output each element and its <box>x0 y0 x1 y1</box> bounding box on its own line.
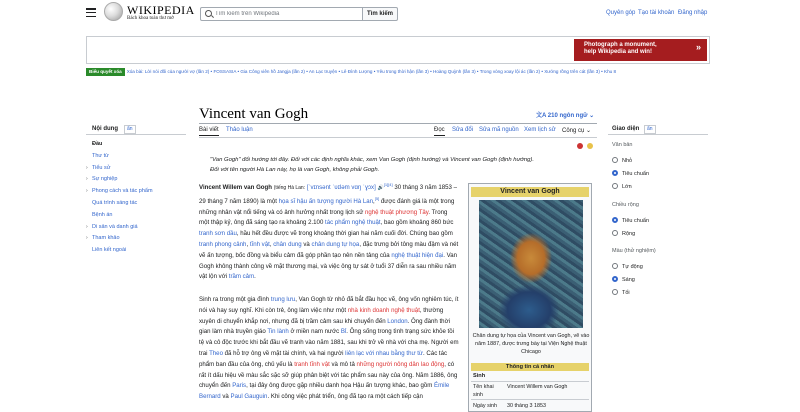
infobox-divider <box>471 399 589 400</box>
body-paragraph: Sinh ra trong một gia đình trung lưu, Van Gogh từ nhỏ đã bắt đầu học vẽ, ông vốn nghiêm túc, ít nói và hay suy nghĩ. Khi còn trẻ, ông làm việc như một nhà kinh doanh nghệ thuật, thường xuyên di chuyển khắp nơi, nhưng đã bị trầm cảm sau khi chuyển đến London. Ông đành thời gian làm nhà truyền giáo Tin lành ở miền nam nước Bỉ. Ông sống trong tình trạng sức khỏe tồi tệ và cô độc trước khi bắt đầu vẽ tranh vào năm 1881, sau khi trở về nhà với cha mẹ. Người em trai Theo đã hỗ trợ ông về mặt tài chính, và hai người liên lạc với nhau bằng thư từ. Các tác phẩm ban đầu của ông, chủ yếu là tranh tĩnh vật và mô tả những người nông dân lao động, có rất ít dấu hiệu về màu sắc sặc sỡ giúp phân biệt với tác phẩm sau này của ông. Năm 1886, ông chuyển đến Paris, tại đây ông được gặp nhiều danh họa Hậu ấn tượng khác, bao gồm Émile Bernard và Paul Gauguin. Khi công việc phát triển, ông đã tạo ra một cách tiếp cận <box>199 296 459 401</box>
radio-selected-icon <box>612 170 618 176</box>
width-wide[interactable] <box>612 230 635 237</box>
appearance-divider <box>608 134 708 135</box>
self-portrait-image[interactable] <box>479 200 583 328</box>
hatnote-line-2: Đối với tên người Hà Lan này, họ là van Gogh, không phải Gogh. <box>210 166 380 173</box>
radio-selected-icon <box>612 217 618 223</box>
tabs-divider <box>199 137 597 138</box>
tab-article[interactable]: Bài viết <box>199 127 219 136</box>
search-icon <box>205 10 212 17</box>
chevron-right-icon[interactable]: › <box>86 223 88 230</box>
cta-line-2: help Wikipedia and win! <box>584 49 652 55</box>
appearance-hide-button[interactable]: ẩn <box>644 125 656 134</box>
create-account-link[interactable]: Tạo tài khoản <box>638 10 675 16</box>
wikipedia-globe-logo[interactable] <box>104 2 123 21</box>
option-label: Tiêu chuẩn <box>622 171 650 177</box>
toc-item[interactable]: Di sản và danh giá <box>92 223 138 230</box>
width-label: Chiều rộng <box>612 202 639 208</box>
chevron-right-icon[interactable]: › <box>86 164 88 171</box>
appearance-title: Giao diện <box>612 126 640 132</box>
tab-edit-source[interactable]: Sửa mã nguồn <box>479 127 519 133</box>
login-link[interactable]: Đăng nhập <box>678 10 708 16</box>
width-standard[interactable] <box>612 217 649 224</box>
toc-item[interactable]: Phong cách và tác phẩm <box>92 188 153 195</box>
infobox-value: Vincent Willem van Gogh <box>507 384 568 390</box>
title-divider <box>199 123 597 124</box>
search-box[interactable] <box>200 7 363 21</box>
search-input[interactable] <box>215 9 360 19</box>
toc-item[interactable]: Đầu <box>92 141 103 147</box>
infobox <box>468 183 592 412</box>
infobox-caption: Chân dung tự họa của Vincent van Gogh, vẽ vào năm 1887, được trưng bày tại Viện Nghệ thuật Chicago <box>472 333 590 355</box>
cta-line-1: Photograph a monument, <box>584 42 657 48</box>
toc-hide-button[interactable]: ẩn <box>124 125 136 134</box>
toc-item[interactable]: Tiểu sử <box>92 164 111 171</box>
option-label: Tự động <box>622 264 643 270</box>
toc-item[interactable]: Quá trình sáng tác <box>92 200 138 206</box>
option-label: Sáng <box>622 277 635 283</box>
infobox-value: 30 tháng 3 1853 <box>507 403 546 409</box>
option-label: Tiêu chuẩn <box>622 218 650 224</box>
tools-label: Công cụ <box>562 128 585 134</box>
option-label: Nhỏ <box>622 158 633 164</box>
tab-read[interactable]: Đọc <box>434 127 445 136</box>
tab-edit[interactable]: Sửa đổi <box>452 127 474 133</box>
toc-item[interactable]: Liên kết ngoài <box>92 247 127 254</box>
site-title[interactable]: WIKIPEDIA <box>127 3 195 17</box>
toc-item[interactable]: Bệnh án <box>92 211 113 218</box>
toc-title: Nội dung <box>92 126 118 132</box>
radio-selected-icon <box>612 276 618 282</box>
text-size-small[interactable] <box>612 157 632 164</box>
featured-article-icon[interactable] <box>577 143 583 149</box>
toc-item[interactable]: Tham khảo <box>92 235 120 242</box>
color-dark[interactable] <box>612 289 630 296</box>
radio-icon <box>612 230 618 236</box>
hatnote-line-1: "Van Gogh" đổi hướng tới đây. Đối với các định nghĩa khác, xem Van Gogh (định hướng) và Vincent van Gogh (định hướng). <box>210 157 534 163</box>
deletion-notice <box>86 67 716 77</box>
toc-divider <box>86 134 186 135</box>
option-label: Lớn <box>622 184 632 190</box>
notice-text[interactable]: Xóa bài: Lời nói đối của người vợ (lần 2) • FOSSASIA • Gia Công viên hồ Jangja (lần 2) • An Lạc truyện • Lê Đình Lượng • Yêu trong thời hận (lần 3) • Hoàng Quỳnh (lần 3) • Trong vòng xoay lội ác (lần 2) • Xướng rồng trên cát (lần 3) • Khu 8 <box>126 69 617 74</box>
radio-icon <box>612 289 618 295</box>
language-count: 210 ngôn ngữ <box>547 113 588 119</box>
main-menu-icon[interactable] <box>86 8 96 17</box>
option-label: Rộng <box>622 231 636 237</box>
chevron-right-double-icon: » <box>695 42 701 52</box>
chevron-right-icon[interactable]: › <box>86 176 88 183</box>
language-button[interactable]: 文A 210 ngôn ngữ ⌄ <box>536 113 595 119</box>
good-article-icon[interactable] <box>587 143 593 149</box>
color-label: Màu (thử nghiệm) <box>612 248 656 254</box>
text-size-large[interactable] <box>612 183 632 190</box>
infobox-title: Vincent van Gogh <box>471 187 589 197</box>
tab-talk[interactable]: Thảo luận <box>226 127 253 133</box>
infobox-subsection: Sinh <box>473 373 486 379</box>
campaign-banner <box>86 36 710 64</box>
infobox-section-header: Thông tin cá nhân <box>471 363 589 371</box>
radio-icon <box>612 183 618 189</box>
search-button[interactable]: Tìm kiếm <box>362 7 398 21</box>
donate-link[interactable]: Quyên góp <box>606 10 636 16</box>
chevron-right-icon[interactable]: › <box>86 188 88 195</box>
translate-icon: 文A <box>536 113 548 119</box>
lead-paragraph: Vincent Willem van Gogh (tiếng Hà Lan: [ˈvɪnsənt ˈʋɪləm vɑŋ ˈɣɔx] 🔊[1][4] 30 tháng 3 năm 1853 – 29 tháng 7 năm 1890) là một họa sĩ hậu ấn tượng người Hà Lan,[5] được đánh giá là một trong những nhân vật nổi tiếng và có ảnh hưởng nhất trong lịch sử nghệ thuật phương Tây. Trong một thập kỷ, ông đã sáng tạo ra khoảng 2.100 tác phẩm nghệ thuật, bao gồm khoảng 860 bức tranh sơn dầu, hầu hết đều được vẽ trong khoảng thời gian hai năm cuối đời. Chúng bao gồm tranh phong cảnh, tĩnh vật, chân dung và chân dung tự họa, đặc trưng bởi tông màu đậm và nét vẽ ấn tượng, bốc đồng và biểu cảm đã góp phần tạo nên nền tảng của nghệ thuật hiện đại. Van Gogh không thành công về mặt thương mại, và việc ông tự sát ở tuổi 37 diễn ra sau nhiều năm vật lộn với trầm cảm. <box>199 182 459 281</box>
tools-menu[interactable]: Công cụ ⌄ <box>562 128 592 134</box>
hatnote <box>210 156 590 175</box>
option-label: Tối <box>622 290 630 296</box>
text-size-label: Văn bản <box>612 142 633 148</box>
color-light[interactable] <box>612 276 635 283</box>
color-auto[interactable] <box>612 263 643 270</box>
infobox-divider <box>471 381 589 382</box>
site-tagline: Bách khoa toàn thư mở <box>127 16 174 21</box>
tab-history[interactable]: Xem lịch sử <box>524 127 556 133</box>
infobox-key: Ngày sinh <box>473 403 497 409</box>
header <box>0 0 800 30</box>
toc-item[interactable]: Thư từ <box>92 152 109 159</box>
toc-item[interactable]: Sự nghiệp <box>92 176 118 183</box>
audio-icon[interactable]: 🔊 <box>377 185 384 192</box>
campaign-cta-button[interactable] <box>574 39 707 61</box>
radio-icon <box>612 263 618 269</box>
page-title: Vincent van Gogh <box>199 106 309 122</box>
radio-icon <box>612 157 618 163</box>
text-size-standard[interactable] <box>612 170 649 177</box>
chevron-right-icon[interactable]: › <box>86 235 88 242</box>
infobox-key: Tên khai sinh <box>473 384 494 398</box>
notice-badge[interactable]: Biểu quyết xóa <box>86 68 125 76</box>
